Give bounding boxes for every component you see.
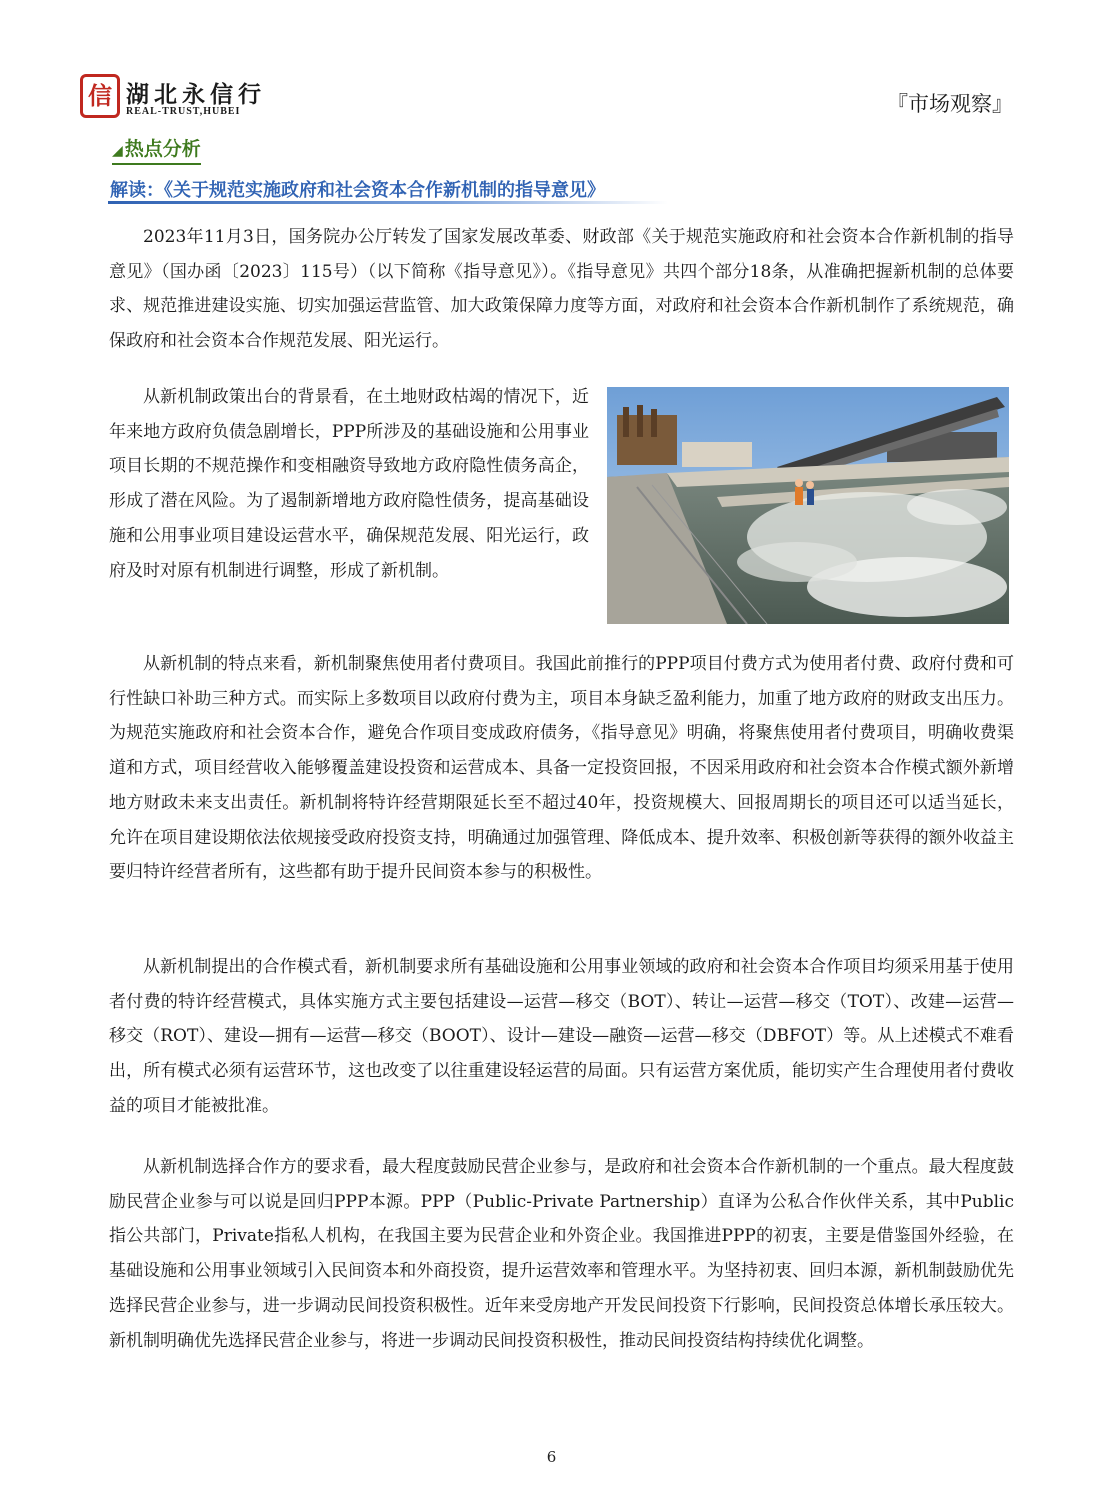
hot-section-title: 热点分析 [124, 138, 201, 160]
wastewater-treatment-photo [607, 387, 1009, 624]
hot-section-heading [112, 134, 201, 165]
paragraph: 从新机制的特点来看，新机制聚焦使用者付费项目。我国此前推行的PPP项目付费方式为使用者付费、政府付费和可行性缺口补助三种方式。而实际上多数项目以政府付费为主，项目本身缺乏盈利能力，加重了地方政府的财政支出压力。为规范实施政府和社会资本合作，避免合作项目变成政府债务，《指导意见》明确，将聚焦使用者付费项目，明确收费渠道和方式，项目经营收入能够覆盖建设投资和运营成本、具备一定投资回报，不因采用政府和社会资本合作模式额外新增地方财政未来支出责任。新机制将特许经营期限延长至不超过40年，投资规模大、回报周期长的项目还可以适当延长，允许在项目建设期依法依规接受政府投资支持，明确通过加强管理、降低成本、提升效率、积极创新等获得的额外收益主要归特许经营者所有，这些都有助于提升民间资本参与的积极性。 [109, 654, 1014, 883]
company-logo [80, 74, 290, 124]
logo-company-name: 湖北永信行 [126, 82, 266, 108]
paragraph: 从新机制提出的合作模式看，新机制要求所有基础设施和公用事业领域的政府和社会资本合作项目均须采用基于使用者付费的特许经营模式，具体实施方式主要包括建设—运营—移交（BOT）、转让—运营—移交（TOT）、改建—运营—移交（ROT）、建设—拥有—运营—移交（BOOT）、设计—建设—融资—运营—移交（DBFOT）等。从上述模式不难看出，所有模式必须有运营环节，这也改变了以往重建设轻运营的局面。只有运营方案优质，能切实产生合理使用者付费收益的项目才能被批准。 [109, 957, 1014, 1116]
article-title: 解读：《关于规范实施政府和社会资本合作新机制的指导意见》 [110, 180, 605, 201]
page-number: 6 [546, 1448, 557, 1466]
paragraph: 从新机制政策出台的背景看，在土地财政枯竭的情况下，近年来地方政府负债急剧增长，PPP所涉及的基础设施和公用事业项目长期的不规范操作和变相融资导致地方政府隐性债务高企，形成了潜在风险。为了遏制新增地方政府隐性债务，提高基础设施和公用事业项目建设运营水平，确保规范发展、阳光运行，政府及时对原有机制进行调整，形成了新机制。 [109, 387, 589, 581]
logo-seal: 信 [80, 74, 120, 118]
logo-english-name: REAL-TRUST,HUBEI [126, 106, 241, 117]
paragraph: 2023年11月3日，国务院办公厅转发了国家发展改革委、财政部《关于规范实施政府和社会资本合作新机制的指导意见》（国办函〔2023〕115号）（以下简称《指导意见》）。《指导意见》共四个部分18条，从准确把握新机制的总体要求、规范推进建设实施、切实加强运营监管、加大政策保障力度等方面，对政府和社会资本合作新机制作了系统规范，确保政府和社会资本合作规范发展、阳光运行。 [109, 227, 1014, 352]
title-underline [108, 201, 668, 204]
triangle-icon: ◢ [112, 143, 123, 159]
section-tag: 『市场观察』 [887, 92, 1013, 116]
paragraph: 从新机制选择合作方的要求看，最大程度鼓励民营企业参与，是政府和社会资本合作新机制的一个重点。最大程度鼓励民营企业参与可以说是回归PPP本源。PPP（Public-Private Partnership）直译为公私合作伙伴关系，其中Public指公共部门，Private指私人机构，在我国主要为民营企业和外资企业。我国推进PPP的初衷，主要是借鉴国外经验，在基础设施和公用事业领域引入民间资本和外商投资，提升运营效率和管理水平。为坚持初衷、回归本源，新机制鼓励优先选择民营企业参与，进一步调动民间投资积极性。近年来受房地产开发民间投资下行影响，民间投资总体增长承压较大。新机制明确优先选择民营企业参与，将进一步调动民间投资积极性，推动民间投资结构持续优化调整。 [109, 1157, 1014, 1351]
